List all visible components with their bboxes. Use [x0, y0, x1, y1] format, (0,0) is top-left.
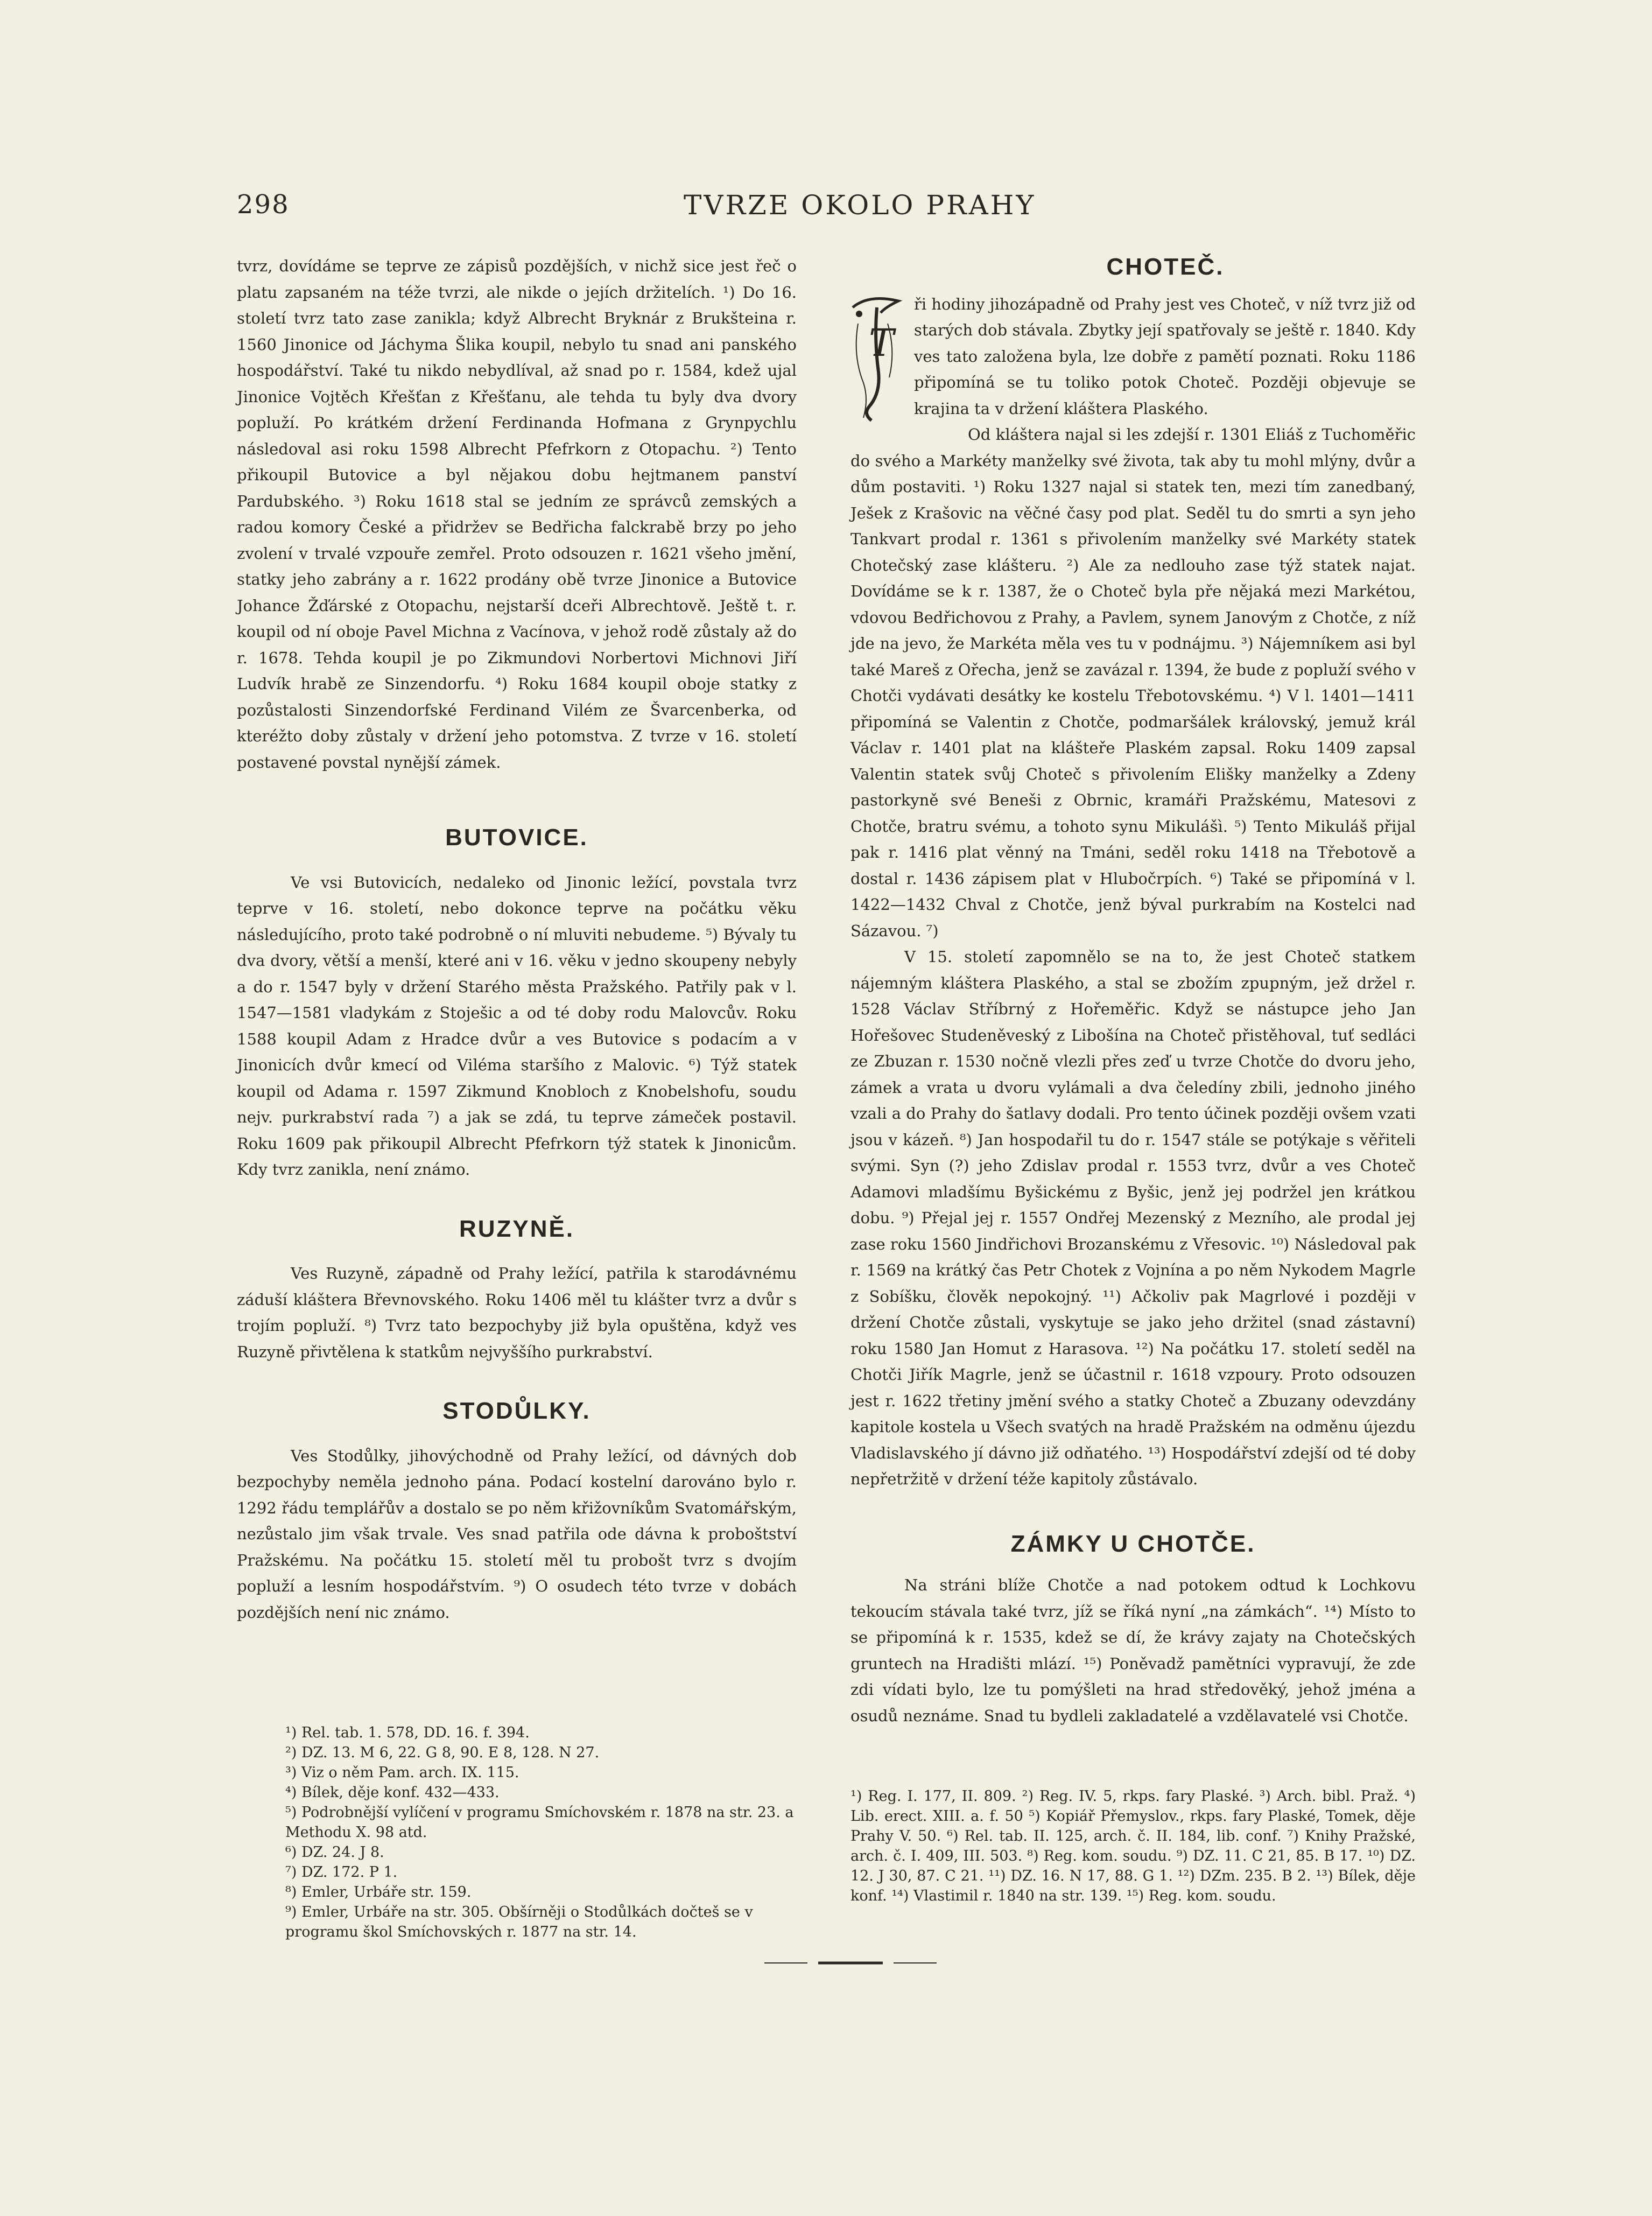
footnote: ⁵) Podrobnější vylíčení v programu Smíchovském r. 1878 na str. 23. a Methodu X. 98 atd. — [285, 1804, 794, 1841]
footnote: ⁶) DZ. 24. J 8. — [285, 1844, 384, 1861]
stodulky-heading: STODŮLKY. — [442, 1398, 591, 1424]
right-footnotes — [850, 1786, 1416, 1906]
footnote: ³) Viz o něm Pam. arch. IX. 115. — [285, 1764, 519, 1781]
footnote: ⁸) Emler, Urbáře str. 159. — [285, 1884, 472, 1901]
footnotes-block: ¹) Reg. I. 177, II. 809. ²) Reg. IV. 5, rkps. fary Plaské. ³) Arch. bibl. Praž. ⁴) Lib. erect. XIII. a. f. 50 ⁵) Kopiář Přemyslov., rkps. fary Plaské, Tomek, děje Prahy V. 50. ⁶) Rel. tab. II. 125, arch. č. II. 184, lib. conf. ⁷) Knihy Pražské, arch. č. I. 409, III. 503. ⁸) Reg. kom. soudu. ⁹) DZ. 11. C 21, 85. B 17. ¹⁰) DZ. 12. J 30, 87. C 21. ¹¹) DZ. 16. N 17, 88. G 1. ¹²) DZm. 235. B 2. ¹³) Bílek, děje konf. ¹⁴) Vlastimil r. 1840 na str. 139. ¹⁵) Reg. kom. soudu. — [850, 1788, 1416, 1904]
chotec-opening — [850, 291, 1416, 422]
page-number: 298 — [237, 190, 290, 220]
stodulky-paragraph: Ves Stodůlky, jihovýchodně od Prahy ležící, od dávných dob bezpochyby neměla jednoho pána. Podací kostelní darováno bylo r. 1292 řádu templářův a dostalo se po něm křižovníkům Svatomářským, nezůstalo jim však trvale. Ves snad patřila ode dávna k proboštství Pražskému. Na počátku 15. století měl tu probošt tvrz s dvojím popluží a lesním hospodářstvím. ⁹) O osudech této tvrze v dobách pozdějších není nic známo. — [237, 1446, 797, 1622]
footnote: ¹) Rel. tab. 1. 578, DD. 16. f. 394. — [285, 1724, 530, 1741]
running-header — [237, 190, 1636, 227]
chotec-paragraph-1: ři hodiny jihozápadně od Prahy jest ves Choteč, v níž tvrz již od starých dob stávala. Zbytky její spatřovaly se ještě r. 1840. Kdy ves tato založena byla, lze dobře z pamětí poznati. Roku 1186 připomíná se tu toliko potok Choteč. Později objevuje se krajina ta v držení kláštera Plaského. — [914, 294, 1416, 418]
butovice-paragraph: Ve vsi Butovicích, nedaleko od Jinonic ležící, povstala tvrz teprve v 16. století, nebo dokonce teprve na počátku věku následujícího, proto také podrobně o ní mluviti nebudeme. ⁵) Bývaly tu dva dvory, větší a menší, které ani v 16. věku v jedno skoupeny nebyly a do r. 1547 byly v držení Starého města Pražského. Patřily pak v l. 1547—1581 vladykám z Stoješic a od té doby rodu Malovcův. Roku 1588 koupil Adam z Hradce dvůr a ves Butovice s podacím a v Jinonicích dvůr kmecí od Viléma staršího z Malovic. ⁶) Týž statek koupil od Adama r. 1597 Zikmund Knobloch z Knobelshofu, soudu nejv. purkrabství rada ⁷) a jak se zdá, tu teprve zámeček postavil. Roku 1609 pak přikoupil Albrecht Pfefrkorn týž statek k Jinonicům. Kdy tvrz zanikla, není známo. — [237, 873, 797, 1179]
footnote: ⁷) DZ. 172. P 1. — [285, 1864, 398, 1881]
decorated-initial-letter-icon — [847, 291, 906, 426]
right-column — [850, 253, 1416, 1729]
chotec-heading: CHOTEČ. — [1106, 254, 1225, 280]
butovice-heading: BUTOVICE. — [445, 824, 588, 851]
ruzyne-heading: RUZYNĚ. — [459, 1215, 575, 1242]
footnote: ²) DZ. 13. M 6, 22. G 8, 90. E 8, 128. N 27. — [285, 1744, 600, 1761]
left-column — [237, 253, 797, 1625]
running-title: TVRZE OKOLO PRAHY — [684, 190, 1036, 221]
left-footnotes — [237, 1723, 797, 1942]
chotec-paragraph-3: V 15. století zapomnělo se na to, že jest Choteč statkem nájemným kláštera Plaského, a stal se zbožím zpupným, jež držel r. 1528 Václav Stříbrný z Hořeměřic. Když se nástupce jeho Jan Hořešovec Studeněveský z Libošína na Choteč přistěhoval, tuť sedláci ze Zbuzan r. 1530 nočně vlezli přes zeď u tvrze Chotče do dvoru jeho, zámek a vrata u dvoru vylámali a dva čeledíny zbili, jednoho jiného vzali a do Prahy do šatlavy dodali. Pro tento účinek později ovšem vzati jsou v kázeň. ⁸) Jan hospodařil tu do r. 1547 stále se potýkaje s věřiteli svými. Syn (?) jeho Zdislav prodal r. 1553 tvrz, dvůr a ves Choteč Adamovi mladšímu Byšickému z Byšic, jenž jej podržel jen krátkou dobu. ⁹) Přejal jej r. 1557 Ondřej Mezenský z Mezního, ale prodal jej zase roku 1560 Jindřichovi Brozanskému z Vřesovic. ¹⁰) Následoval pak r. 1569 na krátký čas Petr Chotek z Vojnína a po něm Nykodem Magrle z Sobíšku, člověk nepokojný. ¹¹) Ačkoliv pak Magrlové i později v držení Chotče zůstali, vyskytuje se jako jeho držitel (snad zástavní) roku 1580 Jan Homut z Harasova. ¹²) Na počátku 17. století seděl na Chotči Jiřík Magrle, jenž se účastnil r. 1618 vzpoury. Proto odsouzen jest r. 1622 třetiny jmění svého a statky Choteč a Zbuzany odevzdány kapitole kostela u Všech svatých na hradě Pražském na odměnu újezdu Vladislavského jí dávno již odňatého. ¹³) Hospodářství zdejší od té doby nepřetržitě v držení téže kapitoly zůstávalo. — [850, 948, 1416, 1488]
chotec-paragraph-2: Od kláštera najal si les zdejší r. 1301 Eliáš z Tuchoměřic do svého a Markéty manželky své života, tak aby tu mohl mlýny, dvůr a dům postaviti. ¹) Roku 1327 najal si statek ten, mezi tím zanedbaný, Ješek z Krašovic na věčné časy pod plat. Seděl tu do smrti a syn jeho Tankvart prodal r. 1361 s přivolením manželky své Markéty statek Chotečský zase klášteru. ²) Ale za nedlouho zase týž statek najat. Dovídáme se k r. 1387, že o Choteč byla pře nějaká mezi Markétou, vdovou Bedřichovou z Prahy, a Pavlem, synem Janovým z Chotče, z níž jde na jevo, že Markéta měla ves tu v podnájmu. ³) Nájemníkem asi byl také Mareš z Ořecha, jenž se zavázal r. 1394, že bude z popluží svého v Chotči vydávati desátky ke kostelu Třebotovskému. ⁴) V l. 1401—1411 připomíná se Valentin z Chotče, podmaršálek královský, jemuž král Václav r. 1401 plat na klášteře Plaském zapsal. Roku 1409 zapsal Valentin statek svůj Choteč s přivolením Elišky manželky a Zdeny pastorkyně své Beneši z Obrnic, kramáři Pražskému, Matesovi z Chotče, bratru svému, a tohoto synu Mikulášì. ⁵) Tento Mikuláš přijal pak r. 1416 plat věnný na Tmáni, seděl roku 1418 na Třebotově a dostal r. 1436 zápisem plat v Hlubočrpích. ⁶) Také se připomíná v l. 1422—1432 Chval z Chotče, jenž býval purkrabím na Kostelci nad Sázavou. ⁷) — [850, 425, 1416, 940]
jinonice-continuation-paragraph: tvrz, dovídáme se teprve ze zápisů pozdějších, v nichž sice jest řeč o platu zapsaném na téže tvrzi, ale nikde o jejích držitelích. ¹) Do 16. století tvrz tato zase zanikla; když Albrecht Bryknár z Brukšteina r. 1560 Jinonice od Jáchyma Šlika koupil, nebylo tu snad ani panského hospodářství. Také tu nikdo nebydlíval, až snad po r. 1584, kdež ujal Jinonice Vojtěch Křešťan z Křešťanu, ale tehda tu byly dva dvory popluží. Po krátkém držení Ferdinanda Hofmana z Grynpychlu následoval asi roku 1598 Albrecht Pfefrkorn z Otopachu. ²) Tento přikoupil Butovice a byl nějakou dobu hejtmanem panství Pardubského. ³) Roku 1618 stal se jedním ze správců zemských a radou komory České a přidržev se Bedřicha falckrabě brzy po jeho zvolení v trvalé vzpouře zemřel. Proto odsouzen r. 1621 všeho jmění, statky jeho zabrány a r. 1622 prodány obě tvrze Jinonice a Butovice Johance Žďárské z Otopachu, nejstarší dceři Albrechtově. Ještě t. r. koupil od ní oboje Pavel Michna z Vacínova, v jehož rodě zůstaly až do r. 1678. Tehda koupil je po Zikmundovi Norbertovi Michnovi Jiří Ludvík hrabě ze Sinzendorfu. ⁴) Roku 1684 koupil oboje statky z pozůstalosti Sinzendorfské Ferdinand Vilém ze Švarcenberka, od kteréžto doby zůstaly v držení jeho potomstva. Z tvrze v 16. století postavené povstal nynější zámek. — [237, 257, 797, 772]
ruzyne-paragraph: Ves Ruzyně, západně od Prahy ležící, patřila k starodávnému záduší kláštera Břevnovského. Roku 1406 měl tu klášter tvrz a dvůr s trojím popluží. ⁸) Tvrz tato bezpochyby již byla opuštěna, když ves Ruzyně přivtělena k statkům nejvyššího purkrabství. — [237, 1264, 797, 1361]
footnote: ⁹) Emler, Urbáře na str. 305. Obšírněji o Stodůlkách dočteš se v programu škol Smíchovských r. 1877 na str. 14. — [285, 1904, 753, 1940]
end-rule-divider — [764, 1960, 937, 1966]
drop-initial-letter: T — [869, 320, 894, 365]
zamky-heading: ZÁMKY U CHOTČE. — [1010, 1530, 1256, 1557]
footnote: ⁴) Bílek, děje konf. 432—433. — [285, 1784, 500, 1801]
zamky-paragraph: Na stráni blíže Chotče a nad potokem odtud k Lochkovu tekoucím stávala také tvrz, jíž se říká nyní „na zámkách“. ¹⁴) Místo to se připomíná k r. 1535, kdež se dí, že krávy zajaty na Chotečských gruntech na Hradišti mlází. ¹⁵) Poněvadž pamětníci vypravují, že zde zdi vídati bylo, lze tu pomýšleti na hrad středověký, jehož jména a osudů neznáme. Snad tu bydleli zakladatelé a vzdělavatelé vsi Chotče. — [850, 1576, 1416, 1725]
